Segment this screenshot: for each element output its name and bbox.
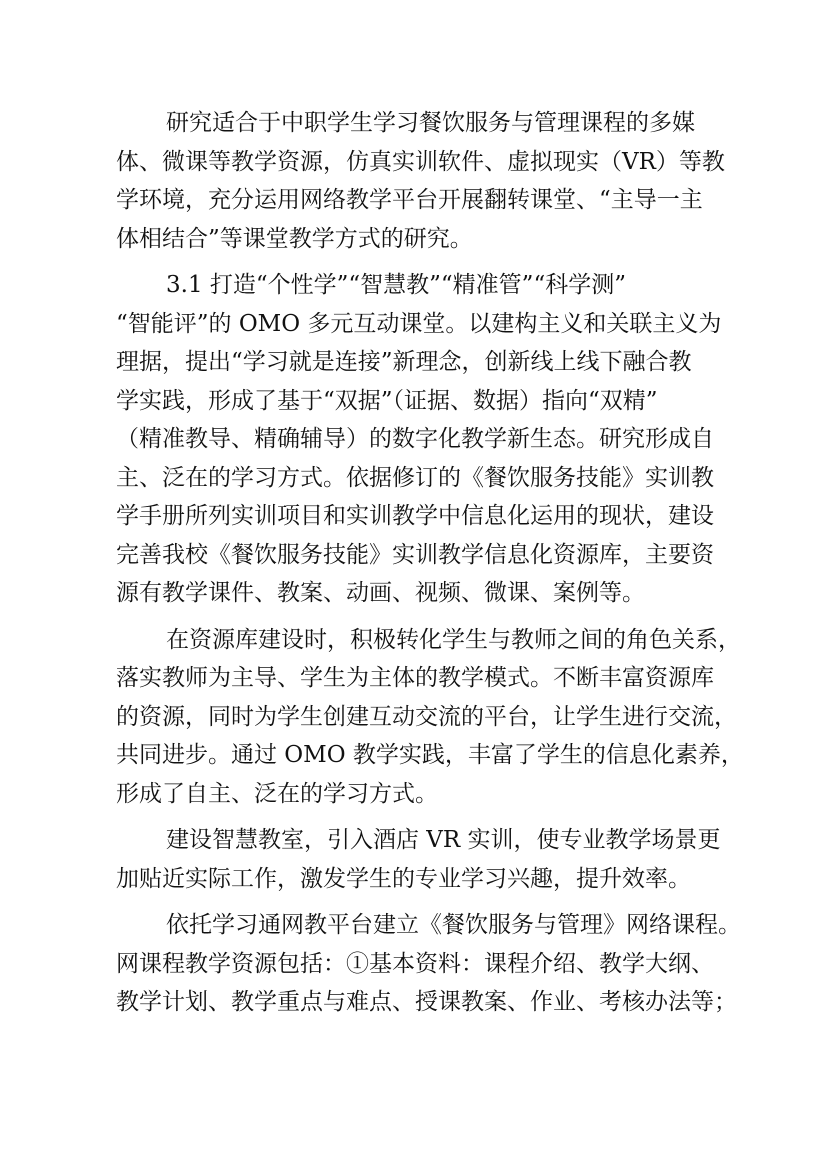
text-line: 加贴近实际工作，激发学生的专业学习兴趣，提升效率。 [116,865,691,892]
text-line: 体相结合”等课堂教学方式的研究。 [116,225,473,252]
text-line: 在资源库建设时，积极转化学生与教师之间的角色关系， [166,626,741,653]
text-line: 网课程教学资源包括：①基本资料：课程介绍、教学大纲、 [116,950,714,977]
text-line: 共同进步。通过 OMO 教学实践，丰富了学生的信息化素养， [116,742,744,768]
text-line: 学环境，充分运用网络教学平台开展翻转课堂、“主导一主 [116,187,703,213]
text-line: 源有教学课件、教案、动画、视频、微课、案例等。 [116,580,645,606]
text-line: 的资源，同时为学生创建互动交流的平台，让学生进行交流， [116,703,737,730]
text-line: 落实教师为主导、学生为主体的教学模式。不断丰富资源库 [116,665,714,691]
paragraph-5 [116,906,741,1022]
text-line: 形成了自主、泛在的学习方式。 [116,780,438,807]
text-line: （精准教导、精确辅导）的数字化教学新生态。研究形成自 [116,426,714,452]
text-line: 教学计划、教学重点与难点、授课教案、作业、考核办法等； [116,989,737,1015]
paragraph-4 [116,821,721,898]
text-line: 主、泛在的学习方式。依据修订的《餐饮服务技能》实训教 [116,464,714,491]
text-line: “智能评”的 OMO 多元互动课堂。以建构主义和关联主义为 [116,310,722,337]
text-line: 3.1 打造“个性学”“智慧教”“精准管”“科学测” [166,272,626,298]
text-line: 理据，提出“学习就是连接”新理念，创新线上线下融合教 [116,349,692,375]
document-body [116,104,744,1030]
text-line: 学手册所列实训项目和实训教学中信息化运用的现状，建设 [116,503,714,529]
paragraph-2 [116,266,722,613]
text-line: 依托学习通网教平台建立《餐饮服务与管理》网络课程。 [166,912,741,938]
text-line: 体、微课等教学资源，仿真实训软件、虚拟现实（VR）等教 [116,148,725,175]
text-line: 学实践，形成了基于“双据”（证据、数据）指向“双精” [116,387,658,414]
paragraph-1 [116,104,725,258]
text-line: 研究适合于中职学生学习餐饮服务与管理课程的多媒 [166,110,695,136]
paragraph-3 [116,621,744,814]
text-line: 完善我校《餐饮服务技能》实训教学信息化资源库，主要资 [116,541,714,568]
text-line: 建设智慧教室，引入酒店 VR 实训，使专业教学场景更 [166,827,721,853]
